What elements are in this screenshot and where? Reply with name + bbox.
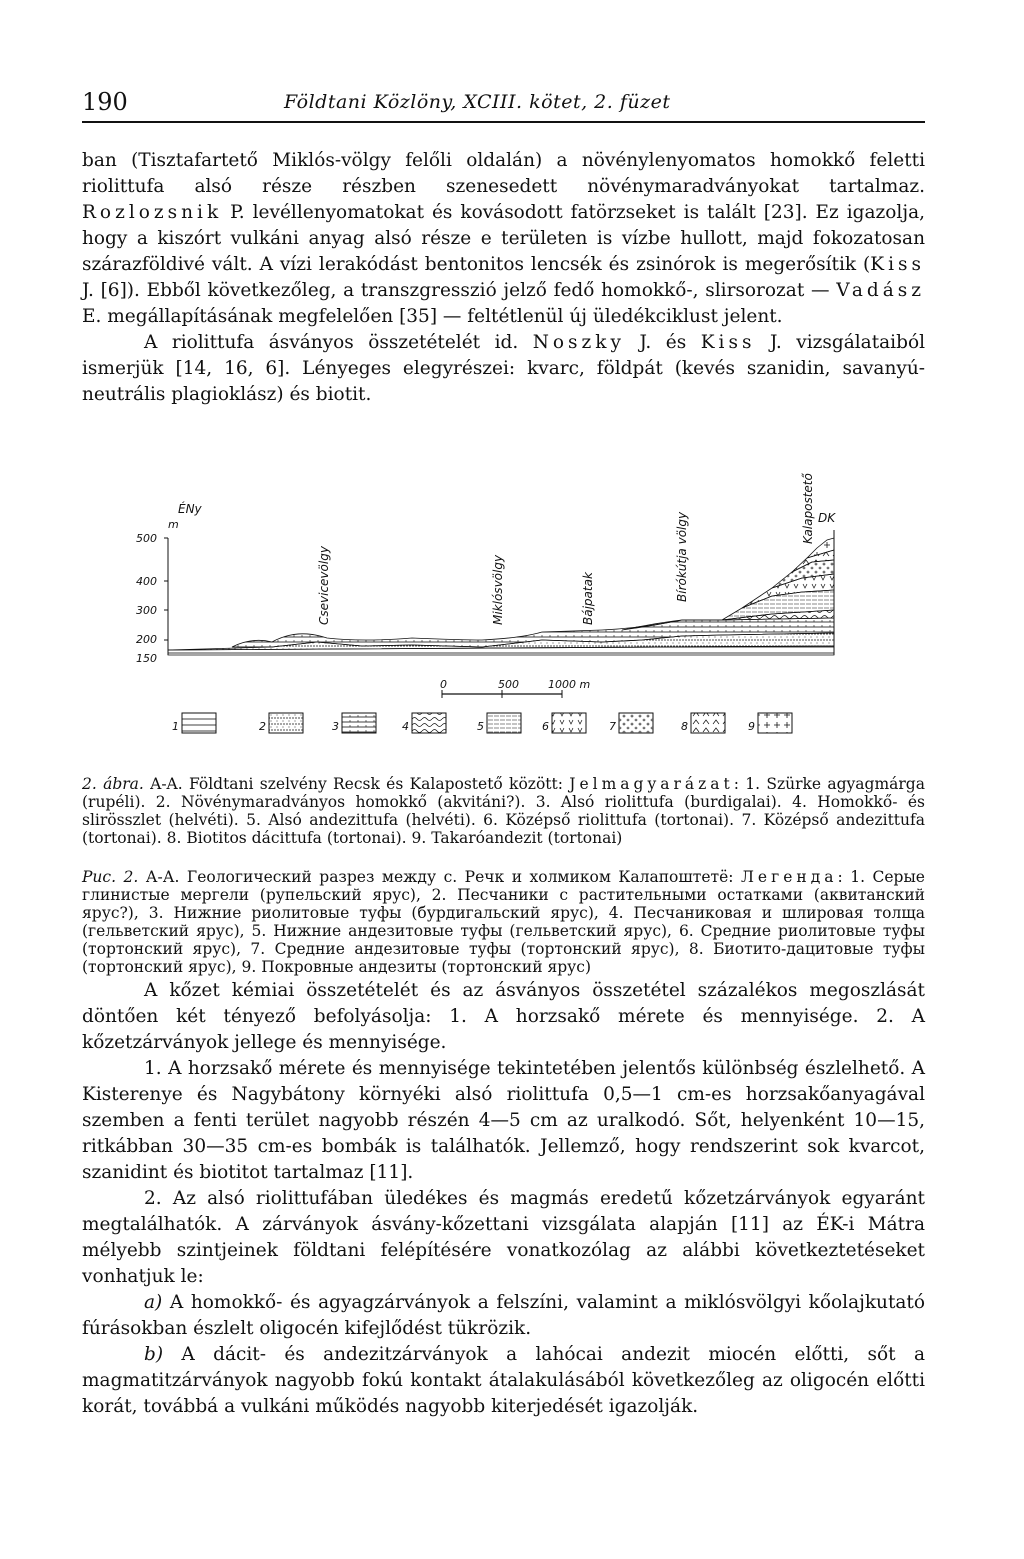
elevation-label: 150 bbox=[136, 652, 157, 665]
figure-number: Рис. 2. bbox=[82, 868, 139, 886]
scale-bar bbox=[440, 678, 590, 698]
svg-text:9: 9 bbox=[748, 720, 755, 733]
legend-item-8 bbox=[681, 713, 725, 733]
intro-paragraph-2: A riolittufa ásványos összetételét id. Noszky J. és Kiss J. vizsgálataiból ismerjük [14, 16, 6]. Lényeges elegyrészei: kvarc, földpát (kevés szanidin, savanyú-neutrális plagioklász) és biotit. bbox=[82, 332, 925, 405]
author-name: Kiss bbox=[870, 254, 925, 275]
svg-text:1: 1 bbox=[172, 720, 179, 733]
direction-label-left: ÉNy bbox=[178, 502, 202, 516]
svg-text:5: 5 bbox=[477, 720, 484, 733]
scale-label: 0 bbox=[440, 678, 447, 691]
author-name: Kiss bbox=[700, 332, 756, 353]
svg-text:7: 7 bbox=[609, 720, 616, 733]
locality-label: Bájpatak bbox=[581, 572, 595, 625]
locality-label: Csevicevölgy bbox=[317, 546, 331, 625]
locality-label: Bírókútja völgy bbox=[675, 511, 689, 602]
scale-label: 500 bbox=[498, 678, 519, 691]
header-rule bbox=[82, 121, 925, 123]
unit-label: m bbox=[168, 518, 179, 531]
svg-text:4: 4 bbox=[402, 720, 409, 733]
figure-caption-russian: Рис. 2. А-А. Геологический разрез между с. Речк и холмиком Калапоштетё: Легенда: 1. Серые глинистые мергели (рупельский ярус), 2. Песчаники с растительными остатками (аквитанский ярус?), 3. Нижние риолитовые туфы (бурдигальский ярус), 4. Песчаниковая и шлировая толща (гельветский ярус), 5. Нижние андезитовые туфы (гельветский ярус), 6. Средние риолитовые туфы (тортонский ярус), 7. Средние андезитовые туфы (тортонский ярус), 8. Биотито-дацитовые туфы (тортонский ярус), 9. Покровные андезиты (тортонский ярус) bbox=[82, 868, 925, 976]
geologic-cross-section-figure bbox=[82, 470, 925, 770]
body-paragraph-5: b) A dácit- és andezitzárványok a lahócai andezit miocén előtti, sőt a magmatitzárványok nagyobb fokú kontakt átalakulásából következőleg az oligocén előtti korát, továbbá a vulkáni működés nagyobb kiterjedését igazolják. bbox=[82, 1344, 925, 1417]
body-paragraph-4: a) A homokkő- és agyagzárványok a felszíni, valamint a miklósvölgyi kőolajkutató fúrásokban észlelt oligocén kifejlődést tükrözik. bbox=[82, 1292, 925, 1339]
page-header bbox=[82, 88, 925, 118]
figure-number: 2. ábra. bbox=[82, 775, 144, 793]
locality-labels bbox=[317, 473, 815, 625]
legend-item-1 bbox=[172, 713, 216, 733]
body-paragraph-1: A kőzet kémiai összetételét és az ásványos összetétel százalékos megoszlását döntően két tényező befolyásolja: 1. A horzsakő mérete és mennyisége. 2. A kőzetzárványok jellege és mennyisége. bbox=[82, 980, 925, 1053]
svg-text:8: 8 bbox=[681, 720, 688, 733]
author-name: Vadász bbox=[836, 280, 925, 301]
locality-label: Miklósvölgy bbox=[491, 554, 505, 625]
body-paragraph-2: 1. A horzsakő mérete és mennyisége tekintetében jelentős különbség észlelhető. A Kisterenye és Nagybátony környéki alsó riolittufa 0,5—1 cm-es horzsakőanyagával szemben a fenti terület nagyobb részén 4—5 cm az uralkodó. Sőt, helyenként 10—15, ritkábban 30—35 cm-es bombák is találhatók. Jellemző, hogy rendszerint sok kvarcot, szanidint és biotitot tartalmaz [11]. bbox=[82, 1058, 925, 1183]
elevation-label: 300 bbox=[136, 604, 157, 617]
elevation-label: 400 bbox=[136, 575, 157, 588]
body-text bbox=[82, 978, 925, 1420]
legend-item-5 bbox=[477, 713, 521, 733]
intro-text bbox=[82, 148, 925, 408]
legend-word: Jelmagyarázat bbox=[569, 775, 734, 793]
legend-word: Легенда bbox=[741, 868, 838, 886]
legend bbox=[172, 713, 792, 733]
legend-item-9 bbox=[748, 713, 792, 733]
elevation-label: 200 bbox=[136, 633, 157, 646]
intro-paragraph-1: ban (Tisztafartető Miklós-völgy felőli oldalán) a növénylenyomatos homokkő feletti riolittufa alsó része részben szenesedett növénymaradványokat tartalmaz. Rozlozsnik P. levéllenyomatokat és kovásodott fatörzseket is talált [23]. Ez igazolja, hogy a kiszórt vulkáni anyag alsó része e területen is vízbe hullott, majd fokozatosan szárazföldivé vált. A vízi lerakódást bentonitos lencsék és zsinórok is megerősítik (Kiss J. [6]). Ebből következőleg, a transzgresszió jelző fedő homokkő-, slirsorozat — Vadász E. megállapításának megfelelően [35] — feltétlenül új üledékciklust jelent. bbox=[82, 150, 925, 327]
scale-label: 1000 m bbox=[548, 678, 591, 691]
elevation-axis bbox=[136, 501, 203, 665]
elevation-label: 500 bbox=[136, 532, 157, 545]
direction-label-right: DK bbox=[818, 511, 836, 525]
legend-item-4 bbox=[402, 713, 446, 733]
author-name: Rozlozsnik bbox=[82, 202, 223, 223]
figure-caption-hungarian: 2. ábra. A-A. Földtani szelvény Recsk és Kalapostető között: Jelmagyarázat: 1. Szürke agyagmárga (rupéli). 2. Növénymaradványos homokkő (akvitáni?). 3. Alsó riolittufa (burdigalai). 4. Homokkő- és slirösszlet (helvéti). 5. Alsó andezittufa (helvéti). 6. Középső riolittufa (tortonai). 7. Középső andezittufa (tortonai). 8. Biotitos dácittufa (tortonai). 9. Takaróandezit (tortonai) bbox=[82, 775, 925, 847]
locality-label: Kalapostető bbox=[801, 473, 815, 544]
page-number: 190 bbox=[82, 88, 128, 116]
svg-text:3: 3 bbox=[332, 720, 339, 733]
svg-text:2: 2 bbox=[259, 720, 266, 733]
legend-item-7 bbox=[609, 713, 653, 733]
legend-item-6 bbox=[542, 713, 586, 733]
author-name: Noszky bbox=[532, 332, 625, 353]
running-title: Földtani Közlöny, XCIII. kötet, 2. füzet bbox=[284, 91, 671, 113]
legend-item-2 bbox=[259, 713, 303, 733]
cross-section-svg bbox=[82, 470, 925, 770]
legend-item-3 bbox=[332, 713, 376, 733]
body-paragraph-3: 2. Az alsó riolittufában üledékes és magmás eredetű kőzetzárványok egyaránt megtalálhatók. A zárványok ásvány-kőzettani vizsgálata alapján [11] az ÉK-i Mátra mélyebb szintjeinek földtani felépítésére vonatkozólag az alábbi következtetéseket vonhatjuk le: bbox=[82, 1188, 925, 1287]
svg-text:6: 6 bbox=[542, 720, 549, 733]
